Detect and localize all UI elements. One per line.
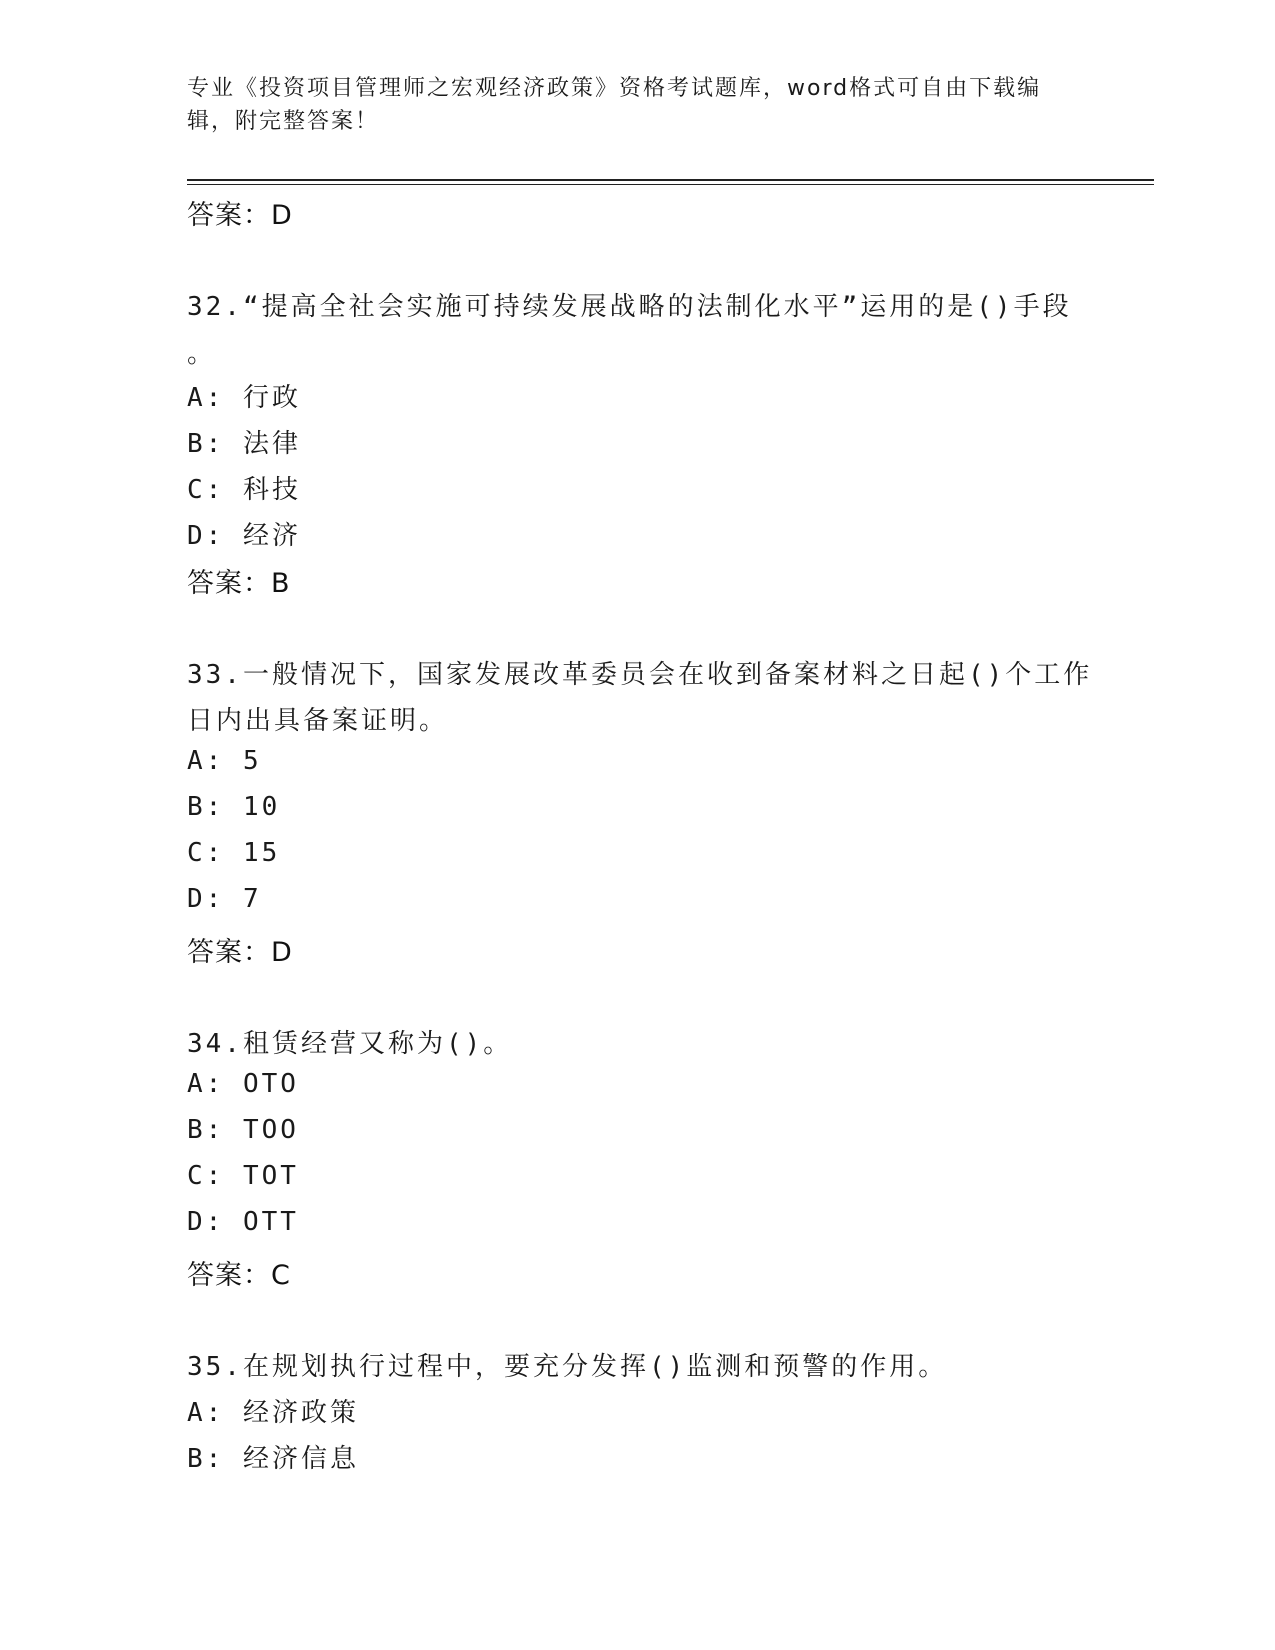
answer-line: 答案：D	[187, 200, 293, 231]
option-line: C: 15	[187, 838, 281, 868]
option-line: A: 行政	[187, 383, 301, 413]
answer-line: 答案：D	[187, 937, 293, 968]
question-stem: 35.在规划执行过程中，要充分发挥()监测和预警的作用。	[187, 1352, 948, 1382]
document-header-note: 专业《投资项目管理师之宏观经济政策》资格考试题库，word格式可自由下载编辑，附完整答案！	[187, 76, 1042, 134]
option-line: A: 5	[187, 746, 262, 776]
option-line: A: 经济政策	[187, 1398, 359, 1428]
answer-line: 答案：C	[187, 1260, 291, 1291]
option-line: D: 经济	[187, 521, 301, 551]
option-line: D: 7	[187, 884, 262, 914]
option-line: B: 10	[187, 792, 281, 822]
option-line: D: OTT	[187, 1207, 299, 1237]
option-line: B: TOO	[187, 1115, 299, 1145]
option-line: C: 科技	[187, 475, 301, 505]
question-stem: 32.“提高全社会实施可持续发展战略的法制化水平”运用的是()手段	[187, 292, 1072, 322]
option-line: A: OTO	[187, 1069, 299, 1099]
header-divider-thick	[187, 179, 1154, 181]
option-line: B: 经济信息	[187, 1444, 359, 1474]
answer-line: 答案：B	[187, 568, 291, 599]
question-stem: 34.租赁经营又称为()。	[187, 1029, 513, 1059]
option-line: C: TOT	[187, 1161, 299, 1191]
option-line: B: 法律	[187, 429, 301, 459]
question-stem-continuation: 日内出具备案证明。	[187, 706, 449, 736]
question-stem-continuation: 。	[187, 339, 217, 369]
question-stem: 33.一般情况下，国家发展改革委员会在收到备案材料之日起()个工作	[187, 660, 1093, 690]
header-divider-thin	[187, 184, 1154, 185]
